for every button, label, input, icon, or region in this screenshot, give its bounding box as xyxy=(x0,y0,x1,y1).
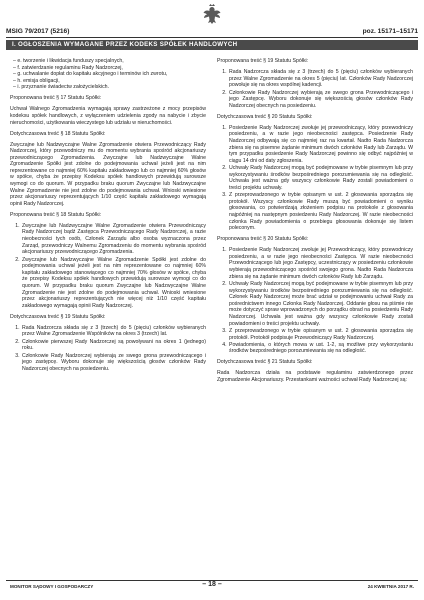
list-item: 1. Zwyczajne lub Nadzwyczajne Walne Zgromadzenie otwiera Przewodniczący Rady Nadzorczej bądź Zastępca Przewodniczącego Rady Nadzorczej, a razie nieobecności tych osób, Członek Zarządu albo osoba wyznaczona przez Zarząd, przewodniczy Walnemu Zgromadzeniu do momentu wybrania spośród akcjonariuszy przewodniczącego Zgromadzenia. xyxy=(21,223,206,256)
list-item: – i. przyznanie świadectw założycielskich. xyxy=(10,84,206,91)
list-item: 2. Członkowie Rady Nadzorczej wybierają ze swego grona Przewodniczącego i jego Zastępcę. Wyboru dokonuje się większością głosów członków Rady Nadzorczej obecnych na posiedzeniu. xyxy=(228,90,413,110)
list-item: 1. Rada Nadzorcza składa się z 3 (trzech) do 5 (pięciu) członków wybieranych przez Walne Zgromadzenie na okres 5 (pięciu) lat. Członków Rady Nadzorczej powołuje się na okres wspólnej kadencji. xyxy=(228,69,413,89)
issue-date: 24 KWIETNIA 2017 R. xyxy=(367,584,414,589)
powers-list xyxy=(10,58,206,91)
list-item: 2. Uchwały Rady Nadzorczej mogą być podejmowane w trybie pisemnym lub przy wykorzystywaniu środków bezpośredniego porozumiewania się na odległość. Członek Rady Nadzorczej może brać udział w podejmowaniu uchwał Rady za pośrednictwem innego Członka Rady Nadzorczej. Oddanie głosu na piśmie nie może dotyczyć spraw wprowadzonych do porządku obrad na posiedzeniu Rady Nadzorczej. Uchwała jest ważna gdy wszyscy członkowie Rady zostali powiadomieni o treści projektu uchwały. xyxy=(228,281,413,327)
list-item: 3. Członkowie Rady Nadzorczej wybierają ze swego grona przewodniczącego i jego zastępcę. Wyboru dokonuje się większością głosów członków Rady Nadzorczej obecnych na posiedzeniu. xyxy=(21,353,206,373)
heading-current-18: Dotychczasowa treść § 18 Statutu Spółki: xyxy=(10,130,106,137)
paragraph-17: Uchwał Walnego Zgromadzenia wymagają sprawy zastrzeżone z mocy przepisów kodeksu spółek handlowych, z wyłączeniem udzielenia zgody na nabycie i zbycie nieruchomości, użytkowania wieczystego lub udziału w nieruchomości. xyxy=(10,106,206,126)
paragraph-21: Rada Nadzorcza działa na podstawie regulaminu zatwierdzonego przez Zgromadzenie Akcjonariuszy. Przestankami ważności uchwał Rady Nadzorczej są: xyxy=(217,370,413,384)
polish-eagle-emblem-icon xyxy=(202,3,222,25)
list-item: – f. zatwierdzanie regulaminu Rady Nadzorczej, xyxy=(10,65,206,72)
list-item: 1. Rada Nadzorcza składa się z 3 (trzech) do 5 (pięciu) członków wybieranych przez Walne Zgromadzenie Wspólników na okres 3 (trzech) lat. xyxy=(21,325,206,338)
list-item: 3. Z przeprowadzonego w trybie opisanym w ust. 2 głosowania sporządza się protokół. Protokół podpisuje Przewodniczący Rady Nadzorczej. xyxy=(228,328,413,341)
heading-current-19: Dotychczasowa treść § 19 Statutu Spółki: xyxy=(10,313,106,320)
heading-proposed-17: Proponowana treść § 17 Statutu Spółki: xyxy=(10,95,102,102)
paragraph-18-current: Zwyczajne lub Nadzwyczajne Walne Zgromadzenie otwiera Przewodniczący Rady Nadzorczej, który przewodniczy mu do momentu wybrania spośród akcjonariuszy przewodniczącego Zgromadzenia. Zwyczajne lub Nadzwyczajne Walne Zgromadzenie Spółki jest zdolne do podejmowania uchwał jeżeli jest na nim reprezentowane co najmniej 60% kapitału zakładowego lub co najmniej 60% głosów w spółce, chyba że przepisy Kodeksu spółek handlowych przewidują surowsze wymogi co do quorum. W przypadku braku quorum Zwyczajne lub Nadzwyczajne Walne Zgromadzenie nie jest zdolne do podejmowania uchwał. Wnioski wniesione przez akcjonariuszy reprezentujących 1/10 część kapitału zakładowego wymagają opinii Rady Nadzorczej. xyxy=(10,141,206,207)
list-item: 2. Uchwały Rady Nadzorczej mogą być podejmowane w trybie pisemnym lub przy wykorzystywaniu środków bezpośredniego porozumiewania się na odległość. Uchwała jest ważna gdy wszyscy członkowie Rady zostali powiadomieni o treści projektu uchwały. xyxy=(228,165,413,191)
position-number: poz. 15171–15171 xyxy=(362,28,418,35)
list-19-current xyxy=(10,325,206,373)
publisher-name: MONITOR SĄDOWY I GOSPODARCZY xyxy=(10,584,94,589)
list-item: 1. Posiedzenie Rady Nadzorczej zwołuje jej Przewodniczący, który przewodniczy posiedzeniu, a w razie jego nieobecności Zastępca. W razie nieobecności Przewodniczącego lub jego Zastępcy, uczestniczący w posiedzeniu członkowie wybierają przewodniczącego spośród swojego grona. Nadto Rada Nadzorcza zbiera się na żądanie minimum dwóch członków Rady lub Zarządu. xyxy=(228,247,413,280)
heading-current-20: Dotychczasowa treść § 20 Statutu Spółki: xyxy=(217,113,313,120)
section-title-bar: I. OGŁOSZENIA WYMAGANE PRZEZ KODEKS SPÓŁEK HANDLOWYCH xyxy=(6,40,418,50)
heading-current-21: Dotychczasowa treść § 21 Statutu Spółki: xyxy=(217,359,313,366)
list-item: – h. emisja obligacji, xyxy=(10,78,206,85)
right-column xyxy=(217,58,413,388)
list-item: 3. Z przeprowadzonego w trybie opisanym w ust. 2 głosowania sporządza się protokół. Wszyscy członkowie Rady muszą być powiadomieni o wyniku głosowania, co potwierdzają złożeniem podpisu na protokole z głosowania najpóźniej na następnym posiedzeniu Rady Nadzorczej. W razie nieobecności członka Rady powiadomienia o przebiegu głosowania dokonuje się listem poleconym. xyxy=(228,192,413,232)
heading-proposed-20: Proponowana treść § 20 Statutu Spółki: xyxy=(217,236,309,243)
list-18-proposed xyxy=(10,223,206,310)
page-number: – 18 – xyxy=(202,581,222,588)
list-item: 2. Zwyczajne lub Nadzwyczajne Walne Zgromadzenie Spółki jest zdolne do podejmowania uchwał jeżeli jest na nim reprezentowane co najmniej 60% kapitału zakładowego stanowiącego co najmniej 70% głosów w spółce, chyba że przepisy Kodeksu spółek handlowych przewidują surowsze wymogi co do quorum. W przypadku braku quorum Zwyczajne lub Nadzwyczajne Walne Zgromadzenie nie jest zdolne do podejmowania uchwał. Wnioski wniesione przez akcjonariuszy reprezentujących nie więcej niż 1/10 część kapitału zakładowego wymagają opinii Rady Nadzorczej. xyxy=(21,257,206,310)
list-19-proposed xyxy=(217,69,413,109)
list-item: – e. tworzenie i likwidacja funduszy specjalnych, xyxy=(10,58,206,65)
heading-proposed-19: Proponowana treść § 19 Statutu Spółki: xyxy=(217,58,309,64)
issue-number: MSIG 79/2017 (5216) xyxy=(6,28,70,35)
left-column xyxy=(10,58,206,377)
list-20-current xyxy=(217,125,413,232)
list-item: 4. Powiadomienia, o których mowa w ust. 1-2, są możliwe przy wykorzystaniu środków bezpośredniego porozumiewania się na odległość. xyxy=(228,342,413,355)
heading-proposed-18: Proponowana treść § 18 Statutu Spółki: xyxy=(10,211,102,218)
list-item: – g. uchwalanie dopłat do kapitału akcyjnego i terminów ich zwrotu, xyxy=(10,71,206,78)
list-item: 1. Posiedzenie Rady Nadzorczej zwołuje jej przewodniczący, który przewodniczy posiedzeniu, a w razie jego nieobecności zastępca. Posiedzenie Rady Nadzorczej odbywają się co najmniej raz na kwartał. Nadto Rada Nadzorcza zbiera się na pisemne żądanie minimum dwóch członków Rady lub Zarządu. W tym przypadku posiedzenie Rady Nadzorczej powinno się odbyć najpóźniej w ciągu 14 dni od daty zgłoszenia. xyxy=(228,125,413,165)
list-20-proposed xyxy=(217,247,413,355)
list-item: 2. Członkowie pierwszej Rady Nadzorczej są powoływani na okres 1 (jednego) roku. xyxy=(21,339,206,352)
header-rule xyxy=(6,37,418,38)
